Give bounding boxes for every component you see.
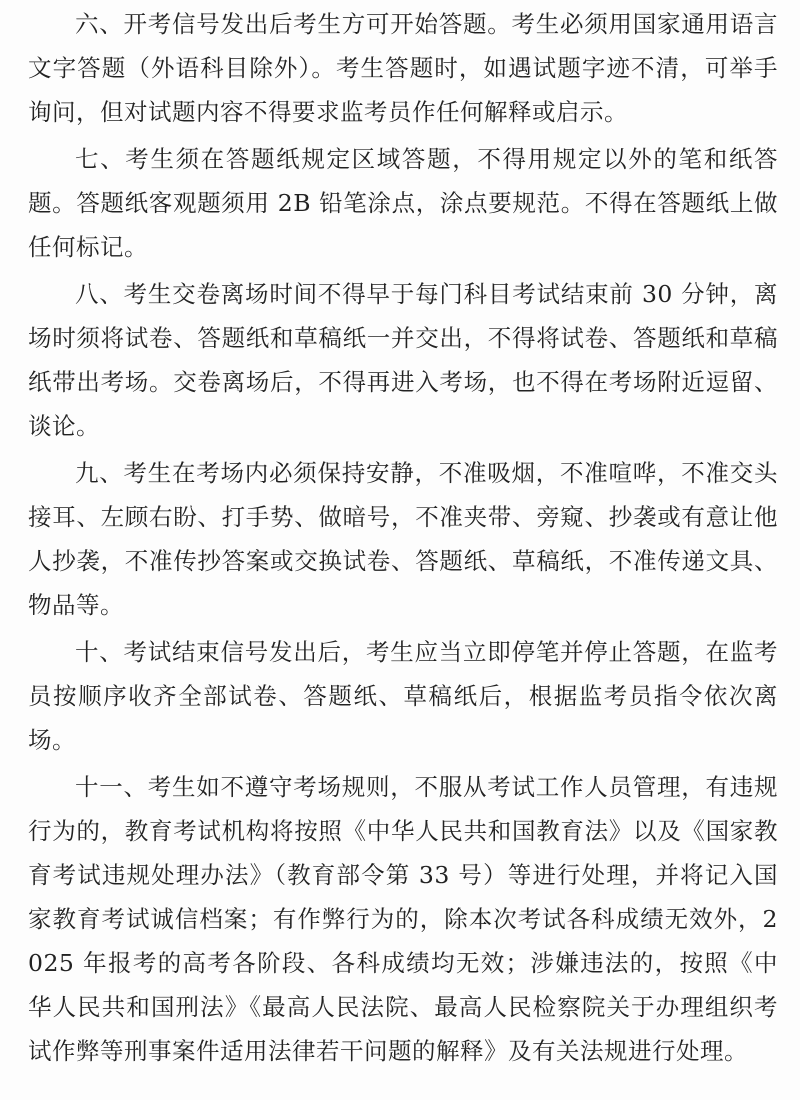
rule-8-paragraph: 八、考生交卷离场时间不得早于每门科目考试结束前 30 分钟，离场时须将试卷、答题纸和草稿纸一并交出，不得将试卷、答题纸和草稿纸带出考场。交卷离场后，不得再进入考场，也不得在考场附近逗留、谈论。: [28, 280, 778, 440]
rule-6-paragraph: 六、开考信号发出后考生方可开始答题。考生必须用国家通用语言文字答题（外语科目除外）。考生答题时，如遇试题字迹不清，可举手询问，但对试题内容不得要求监考员作任何解释或启示。: [28, 10, 778, 126]
rule-10-paragraph: 十、考试结束信号发出后，考生应当立即停笔并停止答题，在监考员按顺序收齐全部试卷、答题纸、草稿纸后，根据监考员指令依次离场。: [28, 638, 778, 754]
rule-11-paragraph: 十一、考生如不遵守考场规则，不服从考试工作人员管理，有违规行为的，教育考试机构将按照《中华人民共和国教育法》以及《国家教育考试违规处理办法》（教育部令第 33 号）等进行处理，并将记入国家教育考试诚信档案；有作弊行为的，除本次考试各科成绩无效外，2025 年报考的高考各阶段、各科成绩均无效；涉嫌违法的，按照《中华人民共和国刑法》《最高人民法院、最高人民检察院关于办理组织考试作弊等刑事案件适用法律若干问题的解释》及有关法规进行处理。: [28, 773, 778, 1065]
rule-7-paragraph: 七、考生须在答题纸规定区域答题，不得用规定以外的笔和纸答题。答题纸客观题须用 2B 铅笔涂点，涂点要规范。不得在答题纸上做任何标记。: [28, 145, 778, 261]
rule-9-paragraph: 九、考生在考场内必须保持安静，不准吸烟，不准喧哗，不准交头接耳、左顾右盼、打手势、做暗号，不准夹带、旁窥、抄袭或有意让他人抄袭，不准传抄答案或交换试卷、答题纸、草稿纸，不准传递文具、物品等。: [28, 459, 778, 619]
